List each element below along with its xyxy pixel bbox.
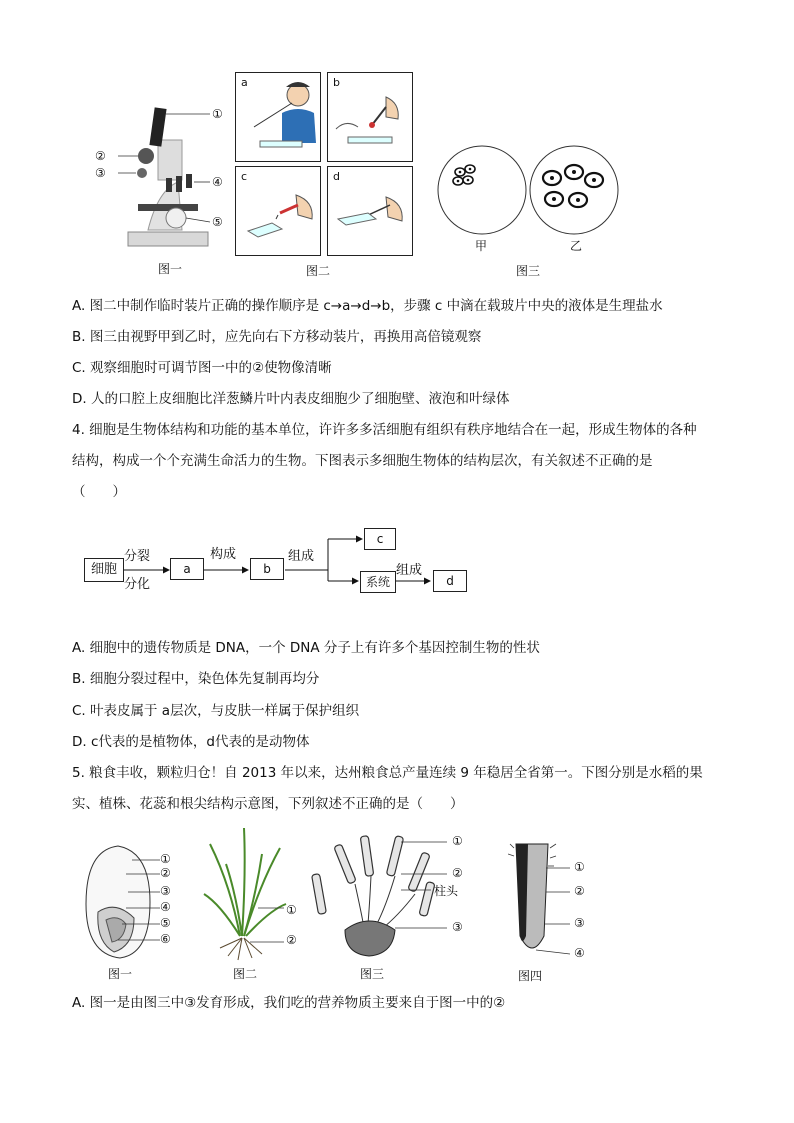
- step-panel-d: [327, 166, 413, 256]
- node-c: c: [364, 528, 396, 550]
- label-divide: 分裂: [124, 549, 151, 564]
- fig3-label-3: ③: [452, 920, 463, 934]
- rice-flower-diagram: [305, 830, 455, 962]
- label-differentiate: 分化: [124, 577, 151, 592]
- step-panel-c: [235, 166, 321, 256]
- q3-option-a: A. 图二中制作临时装片正确的操作顺序是 c→a→d→b，步骤 c 中滴在载玻片中央的液体是生理盐水: [72, 298, 663, 314]
- fig4-label-2: ②: [574, 884, 585, 898]
- q5-stem-line-2: 实、植株、花蕊和根尖结构示意图，下列叙述不正确的是（ ）: [72, 796, 464, 812]
- fig2-label-2: ②: [286, 933, 297, 947]
- micro-label-3: ③: [95, 166, 106, 180]
- q4-option-a: A. 细胞中的遗传物质是 DNA，一个 DNA 分子上有许多个基因控制生物的性状: [72, 640, 540, 656]
- step-panel-b: [327, 72, 413, 162]
- view-circle-yi: [528, 144, 620, 236]
- step-label-b: b: [333, 76, 340, 89]
- label-compose-2: 组成: [288, 549, 315, 564]
- fig1-label-1: ①: [160, 852, 171, 866]
- q3-option-b: B. 图三由视野甲到乙时，应先向右下方移动装片，再换用高倍镜观察: [72, 329, 482, 345]
- q5-caption-3: 图三: [359, 967, 384, 981]
- node-a: a: [170, 558, 204, 580]
- fig1-label-5: ⑤: [160, 916, 171, 930]
- rice-plant-diagram: [200, 824, 290, 964]
- step-label-c: c: [241, 170, 248, 183]
- scrape-cheek-icon: [236, 73, 320, 161]
- q5-caption-1: 图一: [107, 967, 132, 981]
- micro-label-4: ④: [212, 175, 223, 189]
- rice-grain-diagram: [78, 842, 168, 962]
- fig4-label-4: ④: [574, 946, 585, 960]
- fig3-label-1: ①: [452, 834, 463, 848]
- fig1-label-2: ②: [160, 866, 171, 880]
- fig3-label-2: ②: [452, 866, 463, 880]
- q3-option-c: C. 观察细胞时可调节图一中的②使物像清晰: [72, 360, 332, 376]
- view-label-jia: 甲: [475, 239, 488, 253]
- step-panel-a: [235, 72, 321, 162]
- view-circle-jia: [436, 144, 528, 236]
- figure-caption-1: 图一: [157, 262, 182, 276]
- fig3-label-stigma: 柱头: [434, 884, 459, 898]
- node-b: b: [250, 558, 284, 580]
- step-label-d: d: [333, 170, 340, 183]
- q4-option-c: C. 叶表皮属于 a层次，与皮肤一样属于保护组织: [72, 703, 360, 719]
- q5-stem-line-1: 5. 粮食丰收，颗粒归仓！自 2013 年以来，达州粮食总产量连续 9 年稳居全省第一。下图分别是水稻的果: [72, 765, 703, 781]
- q4-stem-line-1: 4. 细胞是生物体结构和功能的基本单位，许许多多活细胞有组织有秩序地结合在一起，形成生物体的各种: [72, 422, 697, 438]
- node-d: d: [433, 570, 467, 592]
- fig2-label-1: ①: [286, 903, 297, 917]
- figure-caption-2: 图二: [305, 264, 330, 278]
- stain-drop-icon: [328, 73, 412, 161]
- q4-option-b: B. 细胞分裂过程中，染色体先复制再均分: [72, 671, 320, 687]
- q5-option-a: A. 图一是由图三中③发育形成，我们吃的营养物质主要来自于图一中的②: [72, 995, 506, 1011]
- fig1-label-3: ③: [160, 884, 171, 898]
- fig1-label-4: ④: [160, 900, 171, 914]
- dropper-icon: [236, 167, 320, 255]
- view-label-yi: 乙: [570, 239, 583, 253]
- fig1-label-6: ⑥: [160, 932, 171, 946]
- label-compose-1: 构成: [210, 547, 237, 562]
- micro-label-1: ①: [212, 107, 223, 121]
- fig4-label-1: ①: [574, 860, 585, 874]
- label-compose-3: 组成: [396, 563, 423, 578]
- micro-label-2: ②: [95, 149, 106, 163]
- fig4-label-3: ③: [574, 916, 585, 930]
- step-label-a: a: [241, 76, 248, 89]
- q5-caption-4: 图四: [517, 969, 542, 983]
- figure-caption-3: 图三: [515, 264, 540, 278]
- q5-caption-2: 图二: [232, 967, 257, 981]
- node-cell: 细胞: [84, 558, 124, 582]
- q3-option-d: D. 人的口腔上皮细胞比洋葱鳞片叶内表皮细胞少了细胞壁、液泡和叶绿体: [72, 391, 510, 407]
- q4-stem-line-2: 结构，构成一个个充满生命活力的生物。下图表示多细胞生物体的结构层次，有关叙述不正确的是: [72, 453, 653, 469]
- q4-stem-line-3: （ ）: [72, 484, 126, 500]
- cover-slip-icon: [328, 167, 412, 255]
- root-tip-diagram: [508, 836, 598, 962]
- q4-option-d: D. c代表的是植物体，d代表的是动物体: [72, 734, 310, 750]
- micro-label-5: ⑤: [212, 215, 223, 229]
- node-system: 系统: [360, 571, 396, 593]
